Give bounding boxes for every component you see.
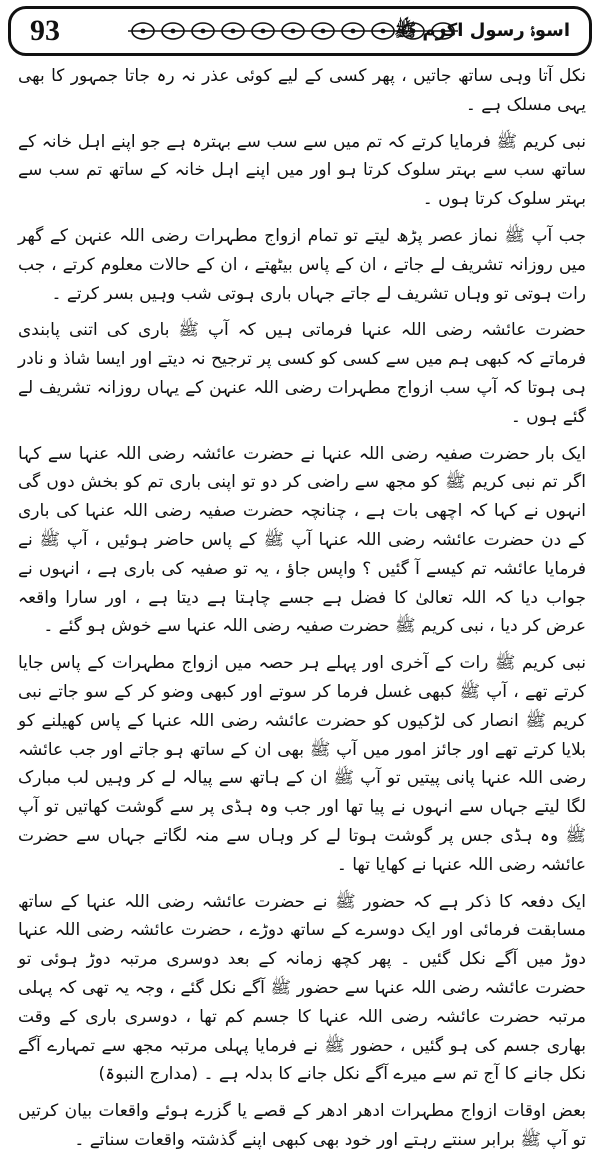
paragraph: ایک بار حضرت صفیہ رضی اللہ عنہا نے حضرت عائشہ رضی اللہ عنہا سے کہا اگر تم نبی کریم ﷺ کو مجھ سے راضی کر دو تو اپنی باری تم کو بخش دوں گی انہوں نے کہا کہ اچھی بات ہے ، چنانچہ حضرت صفیہ رضی اللہ عنہا کی باری کے دن حضرت عائشہ رضی اللہ عنہا آپ ﷺ کے پاس حاضر ہوئیں ، آپ ﷺ نے فرمایا عائشہ تم کیسے آ گئیں ؟ واپس جاؤ ، یہ تو صفیہ کی باری ہے ، انہوں نے جواب دیا کہ اللہ تعالیٰ کا فضل ہے جسے چاہتا ہے دیتا ہے ، اور سارا واقعہ عرض کر دیا ، نبی کریم ﷺ حضرت صفیہ رضی اللہ عنہا سے خوش ہو گئے ۔ [18,443,586,637]
page-number: 93 [30,14,60,47]
paragraph: نکل آتا وہی ساتھ جاتیں ، پھر کسی کے لیے کوئی عذر نہ رہ جاتا جمہور کا بھی یہی مسلک ہے ۔ [18,66,586,115]
body-text [18,62,586,1155]
paragraph: نبی کریم ﷺ فرمایا کرتے کہ تم میں سے سب سے بہترہ ہے جو اپنے اہل خانہ کے ساتھ سب سے بہتر سلوک کرتا ہو اور میں اپنے اہل خانہ کے ساتھ تم سب سے بہتر سلوک کرتا ہوں ۔ [18,131,586,210]
page-header [8,6,592,56]
paragraph: حضرت عائشہ رضی اللہ عنہا فرماتی ہیں کہ آپ ﷺ باری کی اتنی پابندی فرماتے کہ کبھی ہم میں سے کسی کو کسی پر ترجیح نہ دیتے اور ایسا شاذ و نادر ہی ہوتا کہ آپ سب ازواج مطہرات رضی اللہ عنہن کے یہاں روزانہ تشریف لے گئے ہوں ۔ [18,320,586,427]
running-title: اسوۂ رسول اکرم ﷺ [394,20,570,41]
paragraph: بعض اوقات ازواج مطہرات ادھر ادھر کے قصے یا گزرے ہوئے واقعات بیان کرتیں تو آپ ﷺ برابر سنتے رہتے اور خود بھی کبھی اپنے گذشتہ واقعات سناتے ۔ [18,1101,586,1150]
paragraph: ایک دفعہ کا ذکر ہے کہ حضور ﷺ نے حضرت عائشہ رضی اللہ عنہا کے ساتھ مسابقت فرمائی اور ایک دوسرے کے ساتھ دوڑے ، حضرت عائشہ رضی اللہ عنہا دوڑ میں آگے نکل گئیں ۔ پھر کچھ زمانہ کے بعد دوسری مرتبہ دوڑ ہوئی تو حضرت عائشہ رضی اللہ عنہا سے حضور ﷺ آگے نکل گئے ، وجہ یہ تھی کہ پہلی مرتبہ حضرت عائشہ رضی اللہ عنہا کا جسم کم تھا ، دوسری باری کے وقت بھاری جسم کی ہو گئیں ، حضور ﷺ نے فرمایا پہلی مرتبہ مجھ سے تمہارے آگے نکل جانے کا آج تم سے میرے آگے نکل جانے کا بدلہ ہے ۔ (مدارج النبوۃ) [18,891,586,1085]
paragraph: جب آپ ﷺ نماز عصر پڑھ لیتے تو تمام ازواج مطہرات رضی اللہ عنہن کے گھر میں روزانہ تشریف لے جاتے ، ان کے پاس بیٹھتے ، ان کے حالات معلوم کرتے ، جب رات ہوتی تو وہاں تشریف لے جاتے جہاں باری ہوتی شب وہیں بسر کرتے ۔ [18,225,586,304]
paragraph: نبی کریم ﷺ رات کے آخری اور پہلے ہر حصہ میں ازواج مطہرات کے پاس جایا کرتے تھے ، آپ ﷺ کبھی غسل فرما کر سوتے اور کبھی وضو کر کے سو جاتے نبی کریم ﷺ انصار کی لڑکیوں کو حضرت عائشہ رضی اللہ عنہا کے پاس کھیلنے کو بلایا کرتے تھے اور جائز امور میں آپ ﷺ بھی ان کے ساتھ ہو جاتے اور جب عائشہ رضی اللہ عنہا پانی پیتیں تو آپ ﷺ ان کے ہاتھ سے پیالہ لے کر وہیں لب مبارک لگا لیتے جہاں سے انہوں نے پیا تھا اور جب وہ ہڈی پر سے گوشت کھاتیں تو آپ ﷺ وہ ہڈی جس پر گوشت ہوتا لے کر وہاں سے منہ لگاتے جہاں سے حضرت عائشہ رضی اللہ عنہا نے کھایا تھا ۔ [18,653,586,875]
